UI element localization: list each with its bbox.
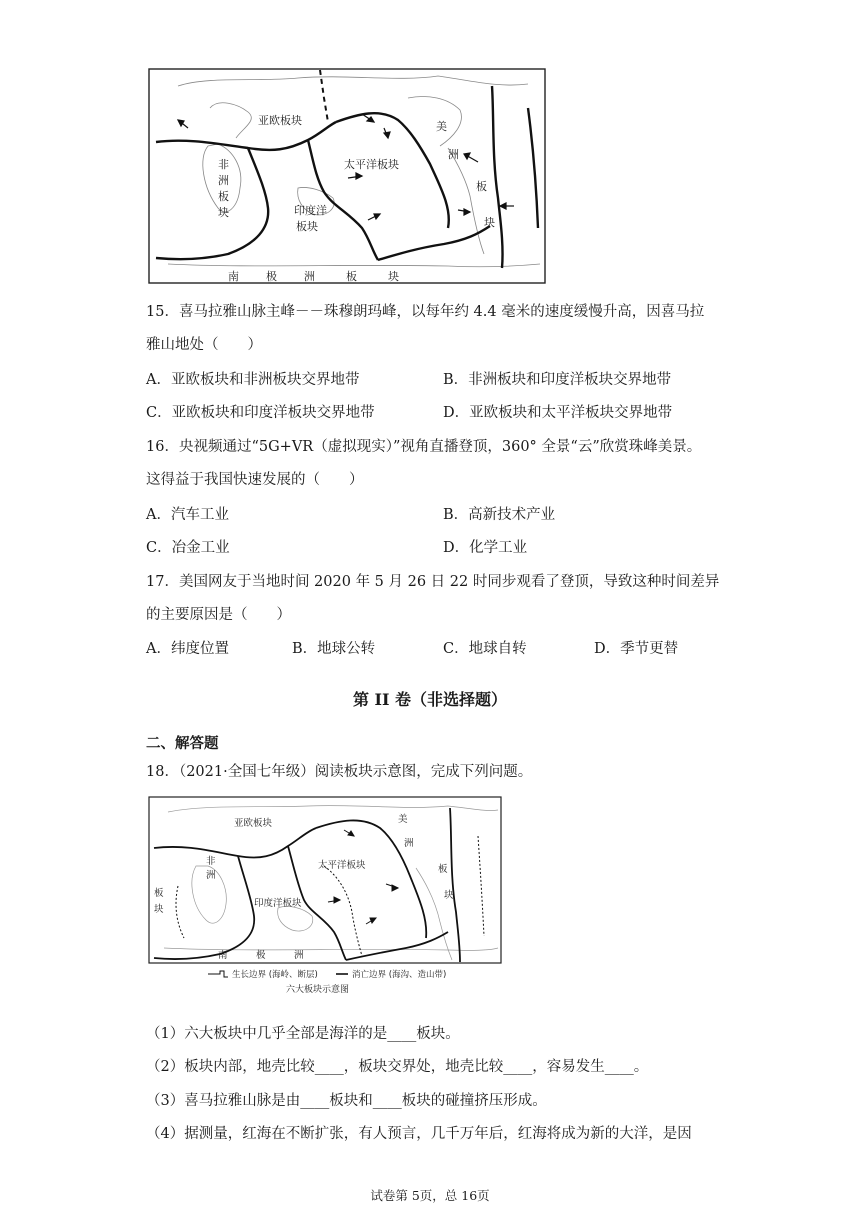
svg-text:板块: 板块 — [296, 220, 318, 233]
svg-text:洲: 洲 — [294, 950, 304, 961]
q15-option-b[interactable]: B．非洲板块和印度洋板块交界地带 — [443, 372, 672, 388]
q18-sub4: （4）据测量，红海在不断扩张，有人预言，几千万年后，红海将成为新的大洋，是因 — [146, 1126, 692, 1142]
svg-text:生长边界 (海岭、断层): 生长边界 (海岭、断层) — [232, 970, 318, 980]
q15-stem-line2: 雅山地处（ ） — [146, 337, 262, 353]
svg-text:板: 板 — [346, 270, 357, 283]
q15-option-a[interactable]: A．亚欧板块和非洲板块交界地带 — [146, 372, 360, 388]
q17-stem-line2: 的主要原因是（ ） — [146, 607, 291, 623]
svg-text:非: 非 — [206, 856, 216, 867]
svg-text:板: 板 — [476, 180, 487, 193]
page-footer: 试卷第 5页，总 16页 — [370, 1188, 490, 1203]
q16-stem-line2: 这得益于我国快速发展的（ ） — [146, 472, 364, 488]
section2-heading: 二、解答题 — [146, 735, 219, 752]
svg-text:南: 南 — [218, 950, 228, 961]
map1-label-pacific: 太平洋板块 — [344, 158, 399, 171]
svg-text:洲: 洲 — [448, 148, 459, 161]
q18-sub1: （1）六大板块中几乎全部是海洋的是____板块。 — [146, 1026, 460, 1042]
svg-text:美: 美 — [398, 814, 408, 825]
svg-text:印度洋: 印度洋 — [294, 204, 327, 217]
svg-text:块: 块 — [154, 904, 164, 915]
map2-label-pacific: 太平洋板块 — [318, 860, 366, 871]
q18-intro: 18．（2021·全国七年级）阅读板块示意图，完成下列问题。 — [146, 764, 533, 780]
q16-option-d[interactable]: D．化学工业 — [443, 540, 528, 556]
svg-text:洲: 洲 — [206, 870, 216, 881]
q18-sub2: （2）板块内部，地壳比较____，板块交界处，地壳比较____，容易发生____。 — [146, 1059, 649, 1075]
q15-stem-line1: 15．喜马拉雅山脉主峰－－珠穆朗玛峰，以每年约 4.4 毫米的速度缓慢升高，因喜马拉 — [146, 304, 705, 320]
q17-option-c[interactable]: C．地球自转 — [443, 641, 527, 657]
q17-option-d[interactable]: D．季节更替 — [594, 641, 679, 657]
q16-option-b[interactable]: B．高新技术产业 — [443, 507, 556, 523]
svg-text:洲: 洲 — [218, 174, 229, 187]
svg-text:极: 极 — [266, 270, 277, 283]
map2-legend — [208, 969, 446, 980]
svg-text:极: 极 — [256, 950, 266, 961]
svg-text:洲: 洲 — [404, 838, 414, 849]
q16-stem-line1: 16．央视频通过“5G+VR（虚拟现实）”视角直播登顶，360° 全景“云”欣赏珠峰美景。 — [146, 439, 702, 455]
q15-option-c[interactable]: C．亚欧板块和印度洋板块交界地带 — [146, 405, 375, 421]
plate-map-2 — [148, 796, 502, 998]
svg-text:南: 南 — [228, 270, 239, 283]
svg-text:板: 板 — [154, 888, 164, 899]
q17-option-a[interactable]: A．纬度位置 — [146, 641, 229, 657]
q15-option-d[interactable]: D．亚欧板块和太平洋板块交界地带 — [443, 405, 673, 421]
q18-sub3: （3）喜马拉雅山脉是由____板块和____板块的碰撞挤压形成。 — [146, 1093, 547, 1109]
plate-map-1 — [148, 68, 546, 284]
map2-label-indian: 印度洋板块 — [254, 898, 302, 909]
svg-text:板: 板 — [438, 864, 448, 875]
map2-label-eurasia: 亚欧板块 — [234, 818, 273, 829]
growth-boundary-icon — [208, 971, 228, 977]
svg-text:非: 非 — [218, 158, 229, 171]
svg-text:块: 块 — [444, 890, 454, 901]
map2-caption: 六大板块示意图 — [286, 985, 350, 995]
svg-text:块: 块 — [218, 206, 229, 219]
svg-text:洲: 洲 — [304, 270, 315, 283]
part2-title: 第 II 卷（非选择题） — [352, 690, 508, 709]
map1-label-eurasia: 亚欧板块 — [258, 114, 302, 127]
svg-text:板: 板 — [218, 190, 229, 203]
svg-text:美: 美 — [436, 120, 447, 133]
svg-text:块: 块 — [388, 270, 399, 283]
svg-text:消亡边界 (海沟、造山带): 消亡边界 (海沟、造山带) — [352, 970, 447, 980]
q16-option-c[interactable]: C．冶金工业 — [146, 540, 230, 556]
q17-stem-line1: 17．美国网友于当地时间 2020 年 5 月 26 日 22 时同步观看了登顶，导致这种时间差异 — [146, 574, 720, 590]
q16-option-a[interactable]: A．汽车工业 — [146, 507, 229, 523]
q17-option-b[interactable]: B．地球公转 — [292, 641, 376, 657]
svg-text:块: 块 — [484, 216, 495, 229]
